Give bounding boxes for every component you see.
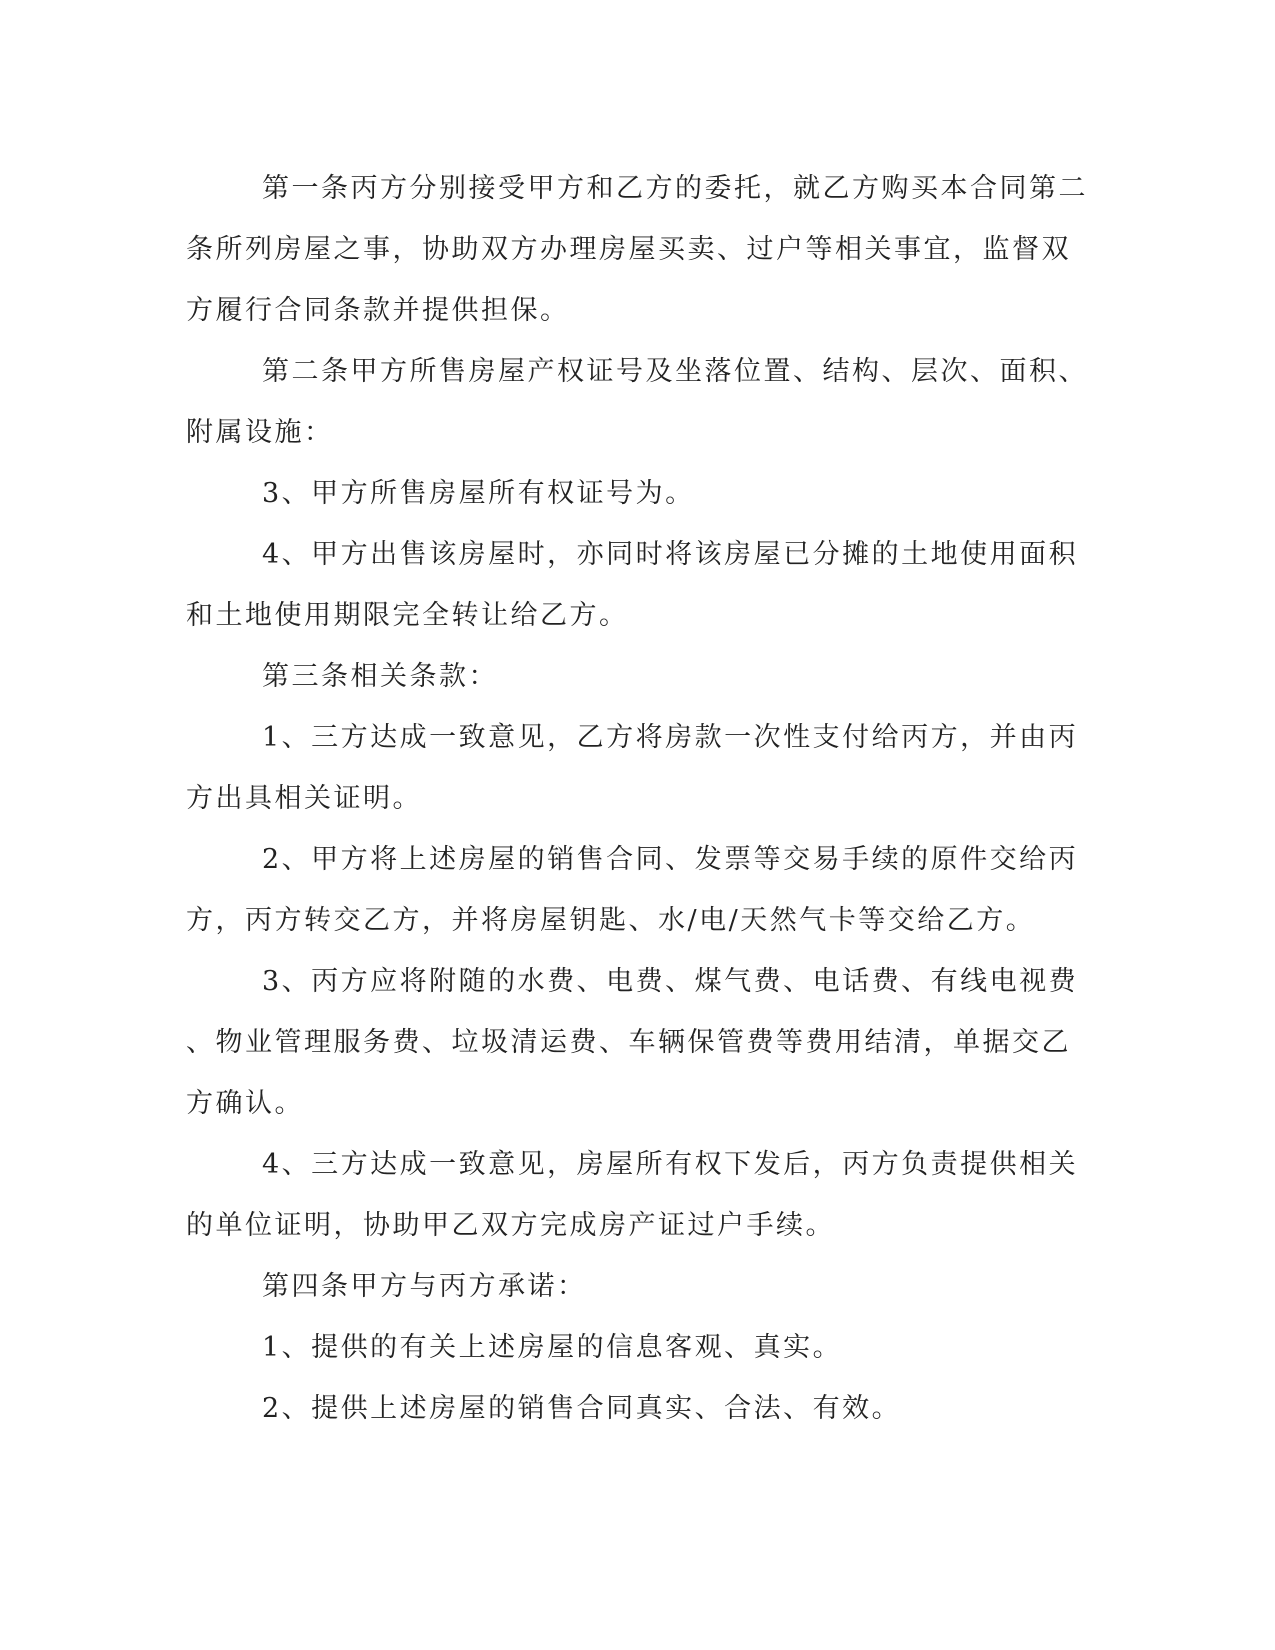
paragraph-article-4: [186, 1256, 1056, 1317]
text-line: 4、三方达成一致意见，房屋所有权下发后，丙方负责提供相关: [262, 1149, 1079, 1180]
text-line: 方出具相关证明。: [186, 783, 422, 814]
text-line: 2、甲方将上述房屋的销售合同、发票等交易手续的原件交给丙: [262, 844, 1079, 875]
text-line: 1、提供的有关上述房屋的信息客观、真实。: [262, 1332, 843, 1363]
text-line: 的单位证明，协助甲乙双方完成房产证过户手续。: [186, 1210, 835, 1241]
text-line: 条所列房屋之事，协助双方办理房屋买卖、过户等相关事宜，监督双: [186, 234, 1071, 265]
text-line: 第三条相关条款：: [262, 661, 498, 692]
paragraph-promise-2: [186, 1378, 1056, 1439]
text-line: 、物业管理服务费、垃圾清运费、车辆保管费等费用结清，单据交乙: [186, 1027, 1071, 1058]
text-line: 方，丙方转交乙方，并将房屋钥匙、水/电/天然气卡等交给乙方。: [186, 905, 1036, 936]
text-line: 3、甲方所售房屋所有权证号为。: [262, 478, 695, 509]
paragraph-clause-1: [186, 707, 1079, 829]
text-line: 第二条甲方所售房屋产权证号及坐落位置、结构、层次、面积、: [262, 356, 1088, 387]
text-line: 4、甲方出售该房屋时，亦同时将该房屋已分摊的土地使用面积: [262, 539, 1079, 570]
text-line: 和土地使用期限完全转让给乙方。: [186, 600, 629, 631]
text-line: 2、提供上述房屋的销售合同真实、合法、有效。: [262, 1393, 902, 1424]
text-line: 方履行合同条款并提供担保。: [186, 295, 570, 326]
paragraph-clause-2: [186, 829, 1079, 951]
paragraph-item-4: [186, 524, 1079, 646]
paragraph-article-3: [186, 646, 1056, 707]
text-line: 第四条甲方与丙方承诺：: [262, 1271, 587, 1302]
paragraph-article-2: [186, 341, 1088, 463]
paragraph-clause-3: [186, 951, 1079, 1134]
text-line: 第一条丙方分别接受甲方和乙方的委托，就乙方购买本合同第二: [262, 173, 1088, 204]
text-line: 3、丙方应将附随的水费、电费、煤气费、电话费、有线电视费: [262, 966, 1079, 997]
document-body: [186, 158, 1088, 1439]
text-line: 附属设施：: [186, 417, 334, 448]
text-line: 1、三方达成一致意见，乙方将房款一次性支付给丙方，并由丙: [262, 722, 1079, 753]
paragraph-article-1: [186, 158, 1088, 341]
text-line: 方确认。: [186, 1088, 304, 1119]
paragraph-promise-1: [186, 1317, 1056, 1378]
paragraph-clause-4: [186, 1134, 1079, 1256]
paragraph-item-3: [186, 463, 1056, 524]
